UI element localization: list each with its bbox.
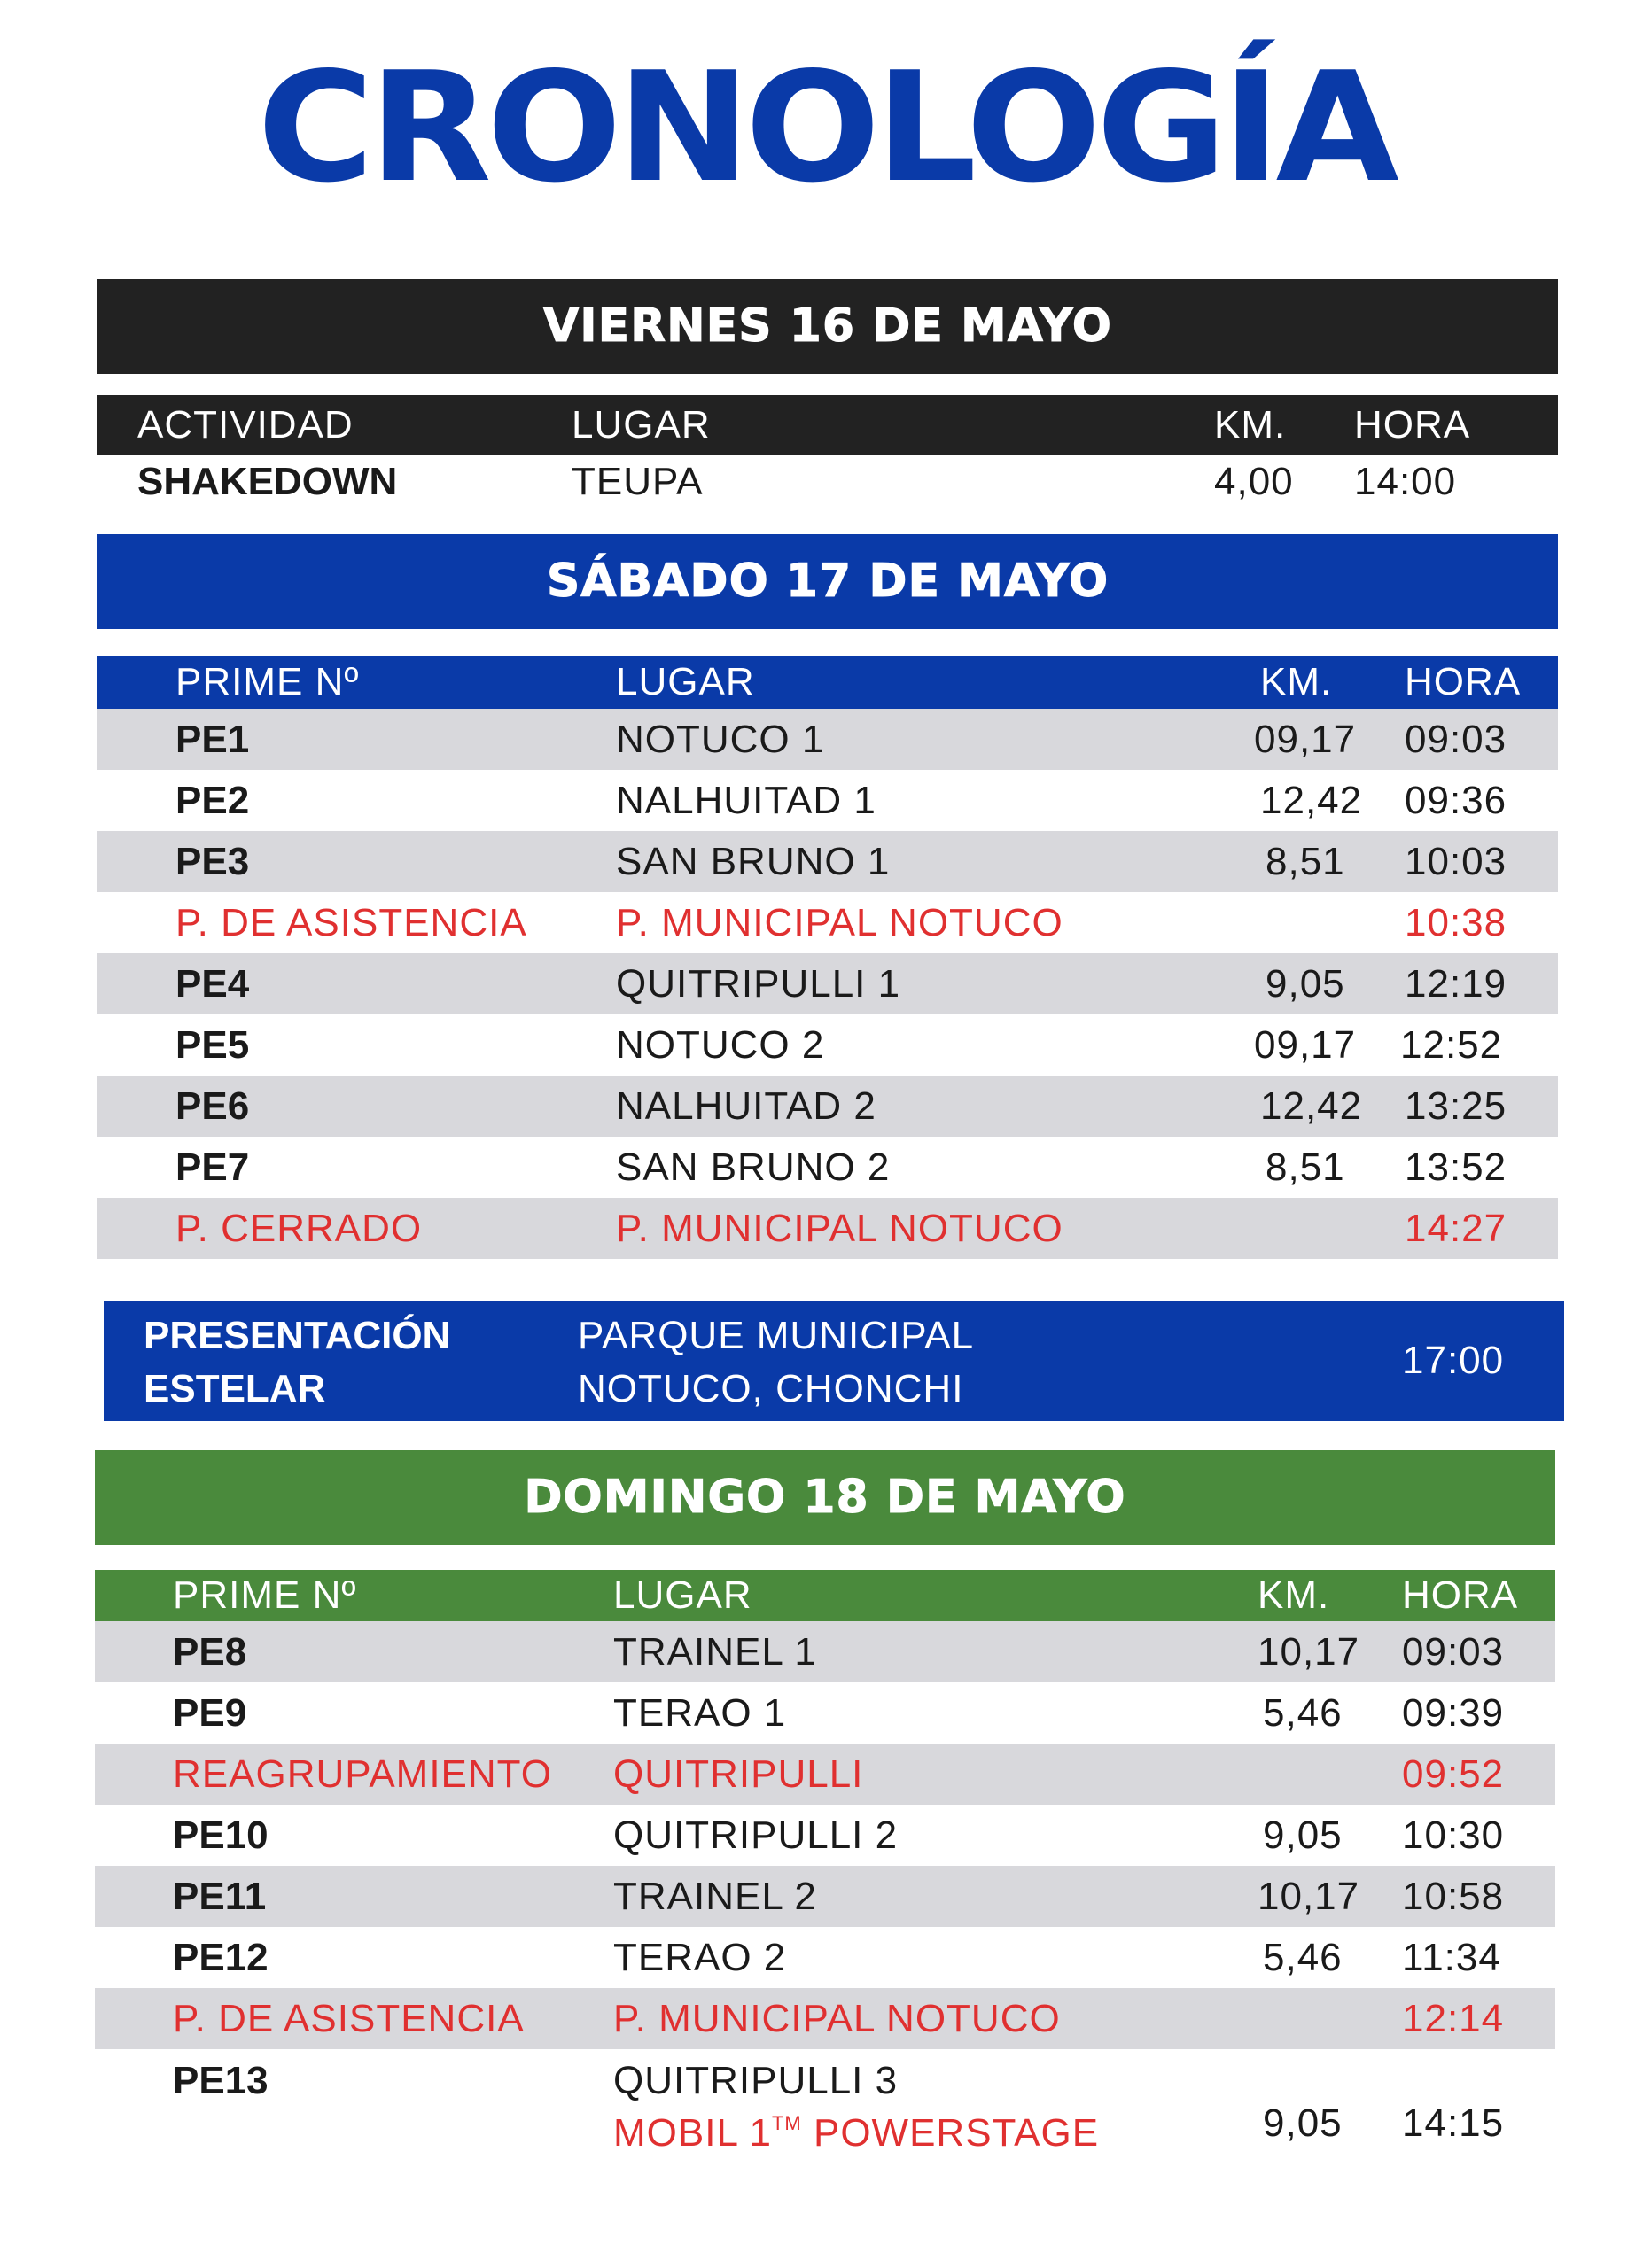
time: 09:03	[1405, 718, 1507, 761]
activity-id: SHAKEDOWN	[137, 460, 398, 503]
friday-table	[97, 395, 1558, 509]
table-row-powerstage	[95, 2049, 1555, 2155]
time: 12:52	[1400, 1023, 1503, 1067]
stage-id: PE5	[175, 1023, 250, 1067]
stage-id: PE12	[173, 1936, 269, 1979]
place: QUITRIPULLI	[613, 1752, 864, 1796]
table-header	[97, 395, 1558, 455]
trademark-mark: TM	[771, 2112, 802, 2134]
table-row	[97, 770, 1558, 831]
time: 12:19	[1405, 962, 1507, 1006]
place: NOTUCO 1	[616, 718, 825, 761]
km: 12,42	[1260, 1084, 1363, 1128]
km: 10,17	[1258, 1875, 1360, 1918]
km: 5,46	[1263, 1936, 1343, 1979]
stage-id: PE3	[175, 840, 250, 883]
presentation-title-line1: PRESENTACIÓN	[144, 1314, 451, 1357]
time: 12:14	[1402, 1997, 1505, 2040]
time: 13:52	[1405, 1146, 1507, 1189]
presentation-banner	[104, 1301, 1564, 1421]
place: SAN BRUNO 2	[616, 1146, 891, 1189]
table-row	[97, 953, 1558, 1014]
table-row	[95, 1621, 1555, 1682]
header-km: KM.	[1260, 660, 1333, 703]
table-header	[95, 1570, 1555, 1621]
stage-id: P. DE ASISTENCIA	[173, 1997, 525, 2040]
table-row	[97, 709, 1558, 770]
stage-id: PE6	[175, 1084, 250, 1128]
km: 09,17	[1254, 1023, 1357, 1067]
header-id: PRIME Nº	[175, 660, 360, 703]
time: 11:34	[1402, 1936, 1501, 1979]
place: QUITRIPULLI 3	[613, 2059, 899, 2102]
header-time: HORA	[1354, 403, 1471, 447]
presentation-place-line1: PARQUE MUNICIPAL	[578, 1314, 975, 1357]
km: 4,00	[1214, 460, 1294, 503]
time: 09:52	[1402, 1752, 1505, 1796]
header-km: KM.	[1258, 1573, 1330, 1617]
header-time: HORA	[1402, 1573, 1519, 1617]
stage-id: PE1	[175, 718, 250, 761]
header-km: KM.	[1214, 403, 1287, 447]
stage-id: REAGRUPAMIENTO	[173, 1752, 552, 1796]
table-row	[97, 1137, 1558, 1198]
time: 09:36	[1405, 779, 1507, 822]
stage-id: PE8	[173, 1630, 247, 1674]
place: P. MUNICIPAL NOTUCO	[616, 1207, 1063, 1250]
time: 10:30	[1402, 1814, 1505, 1857]
header-place: LUGAR	[613, 1573, 752, 1617]
day-band-sunday: DOMINGO 18 DE MAYO	[95, 1450, 1555, 1545]
place: P. MUNICIPAL NOTUCO	[616, 901, 1063, 944]
table-row	[97, 1198, 1558, 1259]
header-activity: ACTIVIDAD	[137, 403, 354, 447]
header-time: HORA	[1405, 660, 1522, 703]
table-row	[95, 1682, 1555, 1744]
powerstage-suffix: POWERSTAGE	[801, 2111, 1100, 2155]
sunday-table	[95, 1570, 1555, 2155]
place: QUITRIPULLI 2	[613, 1814, 899, 1857]
place: NALHUITAD 1	[616, 779, 876, 822]
time: 10:58	[1402, 1875, 1505, 1918]
stage-id: PE10	[173, 1814, 269, 1857]
day-band-saturday: SÁBADO 17 DE MAYO	[97, 534, 1558, 629]
time: 09:39	[1402, 1691, 1505, 1735]
header-place: LUGAR	[616, 660, 755, 703]
place: NOTUCO 2	[616, 1023, 825, 1067]
time: 14:27	[1405, 1207, 1507, 1250]
presentation-place-line2: NOTUCO, CHONCHI	[578, 1367, 964, 1410]
table-row	[97, 1014, 1558, 1076]
powerstage-prefix: MOBIL 1	[613, 2111, 772, 2155]
km: 8,51	[1266, 840, 1345, 883]
place: TERAO 2	[613, 1936, 787, 1979]
presentation-title-line2: ESTELAR	[144, 1367, 326, 1410]
powerstage-label	[613, 2102, 1099, 2155]
time: 09:03	[1402, 1630, 1505, 1674]
time: 10:38	[1405, 901, 1507, 944]
stage-id: P. DE ASISTENCIA	[175, 901, 527, 944]
place: NALHUITAD 2	[616, 1084, 876, 1128]
time: 14:00	[1354, 460, 1457, 503]
table-row	[97, 1076, 1558, 1137]
km: 12,42	[1260, 779, 1363, 822]
table-row	[95, 1744, 1555, 1805]
saturday-table	[97, 656, 1558, 1259]
km: 5,46	[1263, 1691, 1343, 1735]
km: 9,05	[1263, 2101, 1343, 2145]
place: TRAINEL 1	[613, 1630, 817, 1674]
place: TERAO 1	[613, 1691, 787, 1735]
place: P. MUNICIPAL NOTUCO	[613, 1997, 1061, 2040]
table-row	[95, 1927, 1555, 1988]
table-row	[97, 892, 1558, 953]
time: 14:15	[1402, 2101, 1505, 2145]
km: 10,17	[1258, 1630, 1360, 1674]
table-row	[95, 1866, 1555, 1927]
table-row	[97, 831, 1558, 892]
stage-id: PE11	[173, 1875, 267, 1918]
stage-id: PE9	[173, 1691, 247, 1735]
table-row	[95, 1805, 1555, 1866]
stage-id: P. CERRADO	[175, 1207, 423, 1250]
place: TEUPA	[572, 460, 704, 503]
stage-id: PE7	[175, 1146, 250, 1189]
table-row	[95, 1988, 1555, 2049]
stage-id: PE13	[173, 2059, 269, 2102]
header-place: LUGAR	[572, 403, 711, 447]
place: QUITRIPULLI 1	[616, 962, 901, 1006]
stage-id: PE2	[175, 779, 250, 822]
place: SAN BRUNO 1	[616, 840, 891, 883]
km: 09,17	[1254, 718, 1357, 761]
day-band-friday: VIERNES 16 DE MAYO	[97, 279, 1558, 374]
time: 13:25	[1405, 1084, 1507, 1128]
page-title: CRONOLOGÍA	[257, 40, 1394, 216]
km: 8,51	[1266, 1146, 1345, 1189]
header-id: PRIME Nº	[173, 1573, 357, 1617]
table-row	[97, 455, 1558, 509]
km: 9,05	[1263, 1814, 1343, 1857]
km: 9,05	[1266, 962, 1345, 1006]
table-header	[97, 656, 1558, 709]
time: 10:03	[1405, 840, 1507, 883]
stage-id: PE4	[175, 962, 250, 1006]
presentation-time: 17:00	[1402, 1339, 1505, 1382]
place: TRAINEL 2	[613, 1875, 817, 1918]
